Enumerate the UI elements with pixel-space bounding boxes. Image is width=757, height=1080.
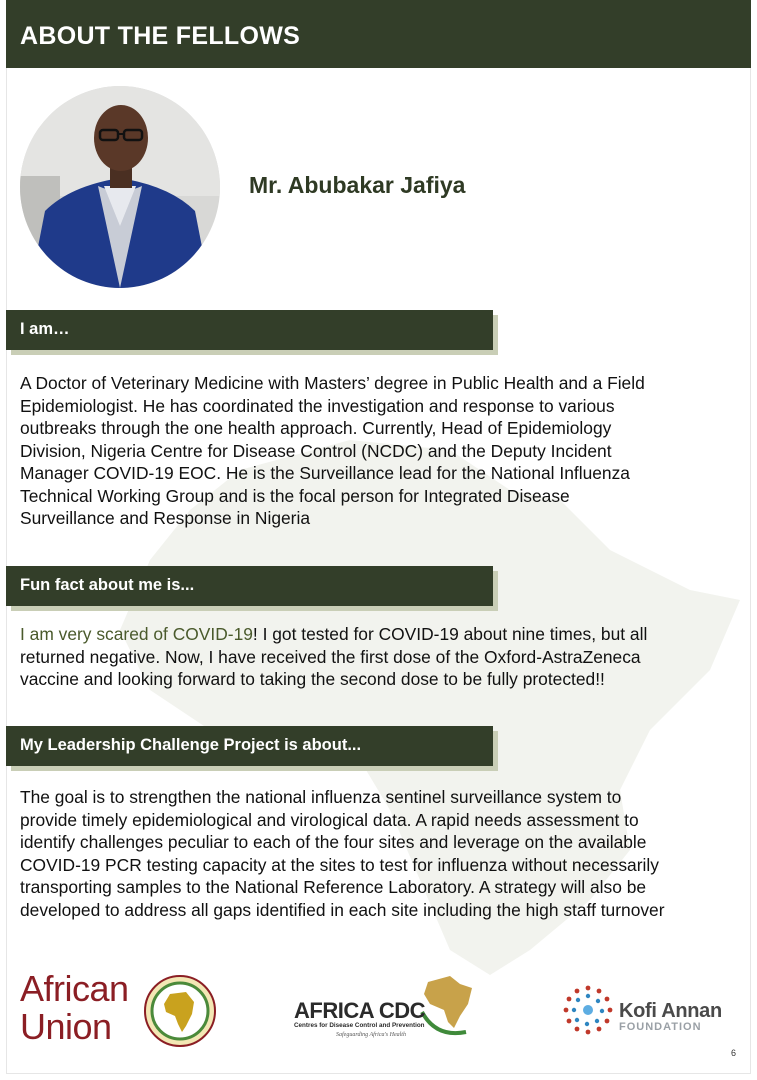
- text-line: Surveillance and Response in Nigeria: [20, 508, 311, 528]
- text-line: The goal is to strengthen the national influenza sentinel surveillance system to: [20, 787, 622, 807]
- logo-line: African: [20, 968, 129, 1009]
- africa-cdc-title: AFRICA CDC: [294, 998, 426, 1023]
- portrait-illustration: [20, 86, 220, 288]
- text-span: ! I got tested for COVID-19 about nine times, but all: [252, 624, 648, 644]
- kofi-annan-name: Kofi Annan: [619, 1000, 722, 1022]
- fellow-photo: [20, 86, 220, 288]
- text-line: COVID-19 PCR testing capacity at the sites to test for influenza without necessarily: [20, 854, 659, 875]
- text-line: vaccine and looking forward to taking the second dose to be fully protected!!: [20, 669, 605, 689]
- text-line: returned negative. Now, I have received the first dose of the Oxford-AstraZeneca: [20, 646, 641, 667]
- african-union-emblem-icon: [142, 974, 218, 1048]
- african-union-logo-text: [20, 970, 129, 1046]
- fun-fact-paragraph: [20, 623, 740, 691]
- logo-line: Union: [20, 1006, 112, 1047]
- kofi-annan-dots-icon: [562, 984, 614, 1036]
- text-line: Manager COVID-19 EOC. He is the Surveillance lead for the National Influenza: [20, 463, 630, 483]
- text-line: Technical Working Group and is the focal person for Integrated Disease: [20, 485, 570, 506]
- section-heading-label: Fun fact about me is...: [20, 576, 195, 594]
- africa-cdc-subtitle: Centres for Disease Control and Prevention: [294, 1022, 425, 1029]
- kofi-annan-foundation-label: FOUNDATION: [619, 1021, 702, 1033]
- text-line: A Doctor of Veterinary Medicine with Masters’ degree in Public Health and a Field: [20, 373, 645, 393]
- highlighted-text: I am very scared of COVID-19: [20, 624, 253, 644]
- africa-cdc-emblem-icon: [416, 972, 482, 1042]
- i-am-paragraph: [20, 372, 740, 530]
- project-paragraph: [20, 786, 740, 921]
- text-line: identify challenges peculiar to each of the four sites and leverage on the available: [20, 832, 647, 852]
- page-number: 6: [731, 1048, 737, 1058]
- page-header: [6, 0, 751, 68]
- text-line: Epidemiologist. He has coordinated the investigation and response to various: [20, 395, 615, 416]
- text-line: Division, Nigeria Centre for Disease Control (NCDC) and the Deputy Incident: [20, 440, 612, 461]
- section-heading-fun-fact: [6, 566, 493, 606]
- section-heading-label: I am…: [20, 320, 70, 338]
- page-title: ABOUT THE FELLOWS: [20, 22, 301, 50]
- section-heading-project: [6, 726, 493, 766]
- text-line: [20, 623, 740, 646]
- section-heading-i-am: [6, 310, 493, 350]
- section-heading-label: My Leadership Challenge Project is about...: [20, 736, 362, 754]
- text-line: transporting samples to the National Reference Laboratory. A strategy will also be: [20, 877, 647, 897]
- africa-cdc-tagline: Safeguarding Africa's Health: [336, 1032, 406, 1038]
- fellow-name: Mr. Abubakar Jafiya: [249, 172, 466, 198]
- text-line: developed to address all gaps identified in each site including the high staff turnover: [20, 899, 665, 920]
- partner-logos: [0, 960, 757, 1060]
- text-line: provide timely epidemiological and virological data. A rapid needs assessment to: [20, 809, 639, 830]
- text-line: outbreaks through the one health approach. Currently, Head of Epidemiology: [20, 418, 612, 438]
